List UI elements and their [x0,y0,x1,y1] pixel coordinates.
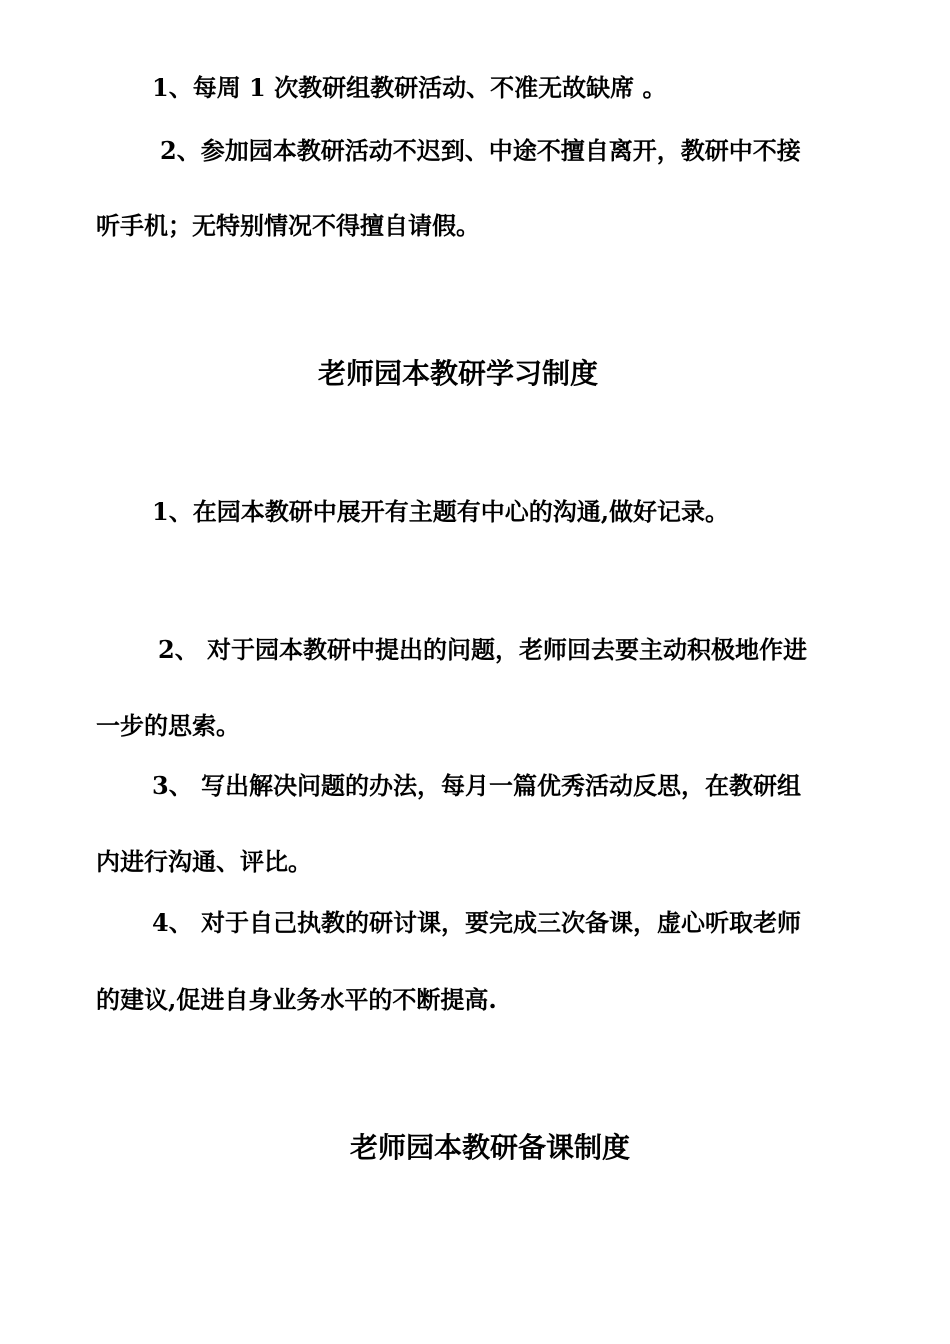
attendance-rule-1: 1、每周 1 次教研组教研活动、不准无故缺席 。 [152,73,667,102]
study-rule-2-line-2: 一步的思索。 [96,711,240,740]
study-rule-4-line-1: 4、 对于自己执教的研讨课，要完成三次备课，虚心听取老师 [152,908,802,937]
study-system-title: 老师园本教研学习制度 [318,357,599,390]
study-rule-3-line-1: 3、 写出解决问题的办法，每月一篇优秀活动反思，在教研组 [152,771,802,800]
attendance-rule-2-line-1: 2、参加园本教研活动不迟到、中途不擅自离开，教研中不接 [160,136,801,165]
study-rule-3-line-2: 内进行沟通、评比。 [96,847,312,876]
study-rule-2-line-1: 2、 对于园本教研中提出的问题，老师回去要主动积极地作进 [158,635,808,664]
lesson-prep-system-title: 老师园本教研备课制度 [350,1131,631,1164]
study-rule-4-line-2: 的建议,促进自身业务水平的不断提高. [96,985,497,1014]
attendance-rule-2-line-2: 听手机；无特别情况不得擅自请假。 [96,211,480,240]
study-rule-1: 1、在园本教研中展开有主题有中心的沟通,做好记录。 [152,497,730,526]
